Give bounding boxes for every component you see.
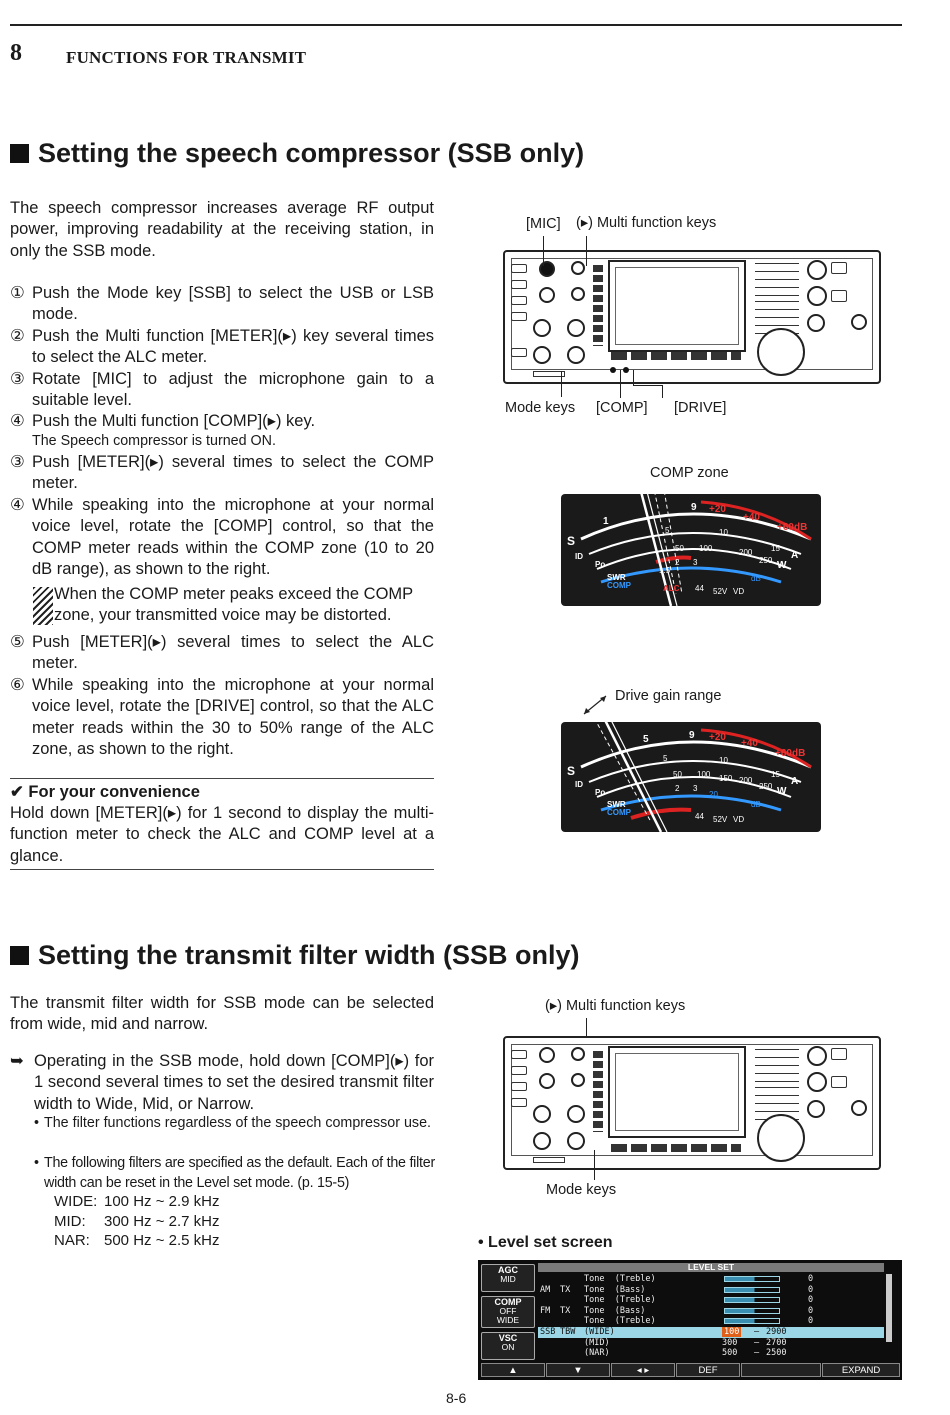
row-group: SSB (540, 1327, 556, 1337)
drive-range-arrow-icon (580, 690, 620, 720)
knob (851, 1100, 867, 1116)
scale-p60: +60dB (777, 522, 808, 533)
scale-swr: SWR (607, 800, 626, 809)
caution-note: When the COMP meter peaks exceed the COMP zone, your transmitted voice may be distorted. (54, 585, 413, 625)
leader-line (543, 236, 544, 266)
step-4: ④ Push the Multi function [COMP](▸) key. (10, 412, 316, 430)
step-4-note: The Speech compressor is turned ON. (32, 433, 276, 449)
scale-p100: 100 (697, 770, 711, 779)
row-dash: – (754, 1348, 760, 1359)
scale-w2: 2 (675, 558, 680, 567)
scale-s: S (567, 534, 576, 548)
row-name: Tone (Treble) (584, 1295, 656, 1306)
scale-s9: 9 (691, 502, 697, 513)
key (511, 1098, 527, 1107)
def-button[interactable]: DEF (676, 1363, 740, 1377)
step-6: ④ While speaking into the microphone at your normal voice level, rotate the [COMP] control, so that the COMP meter reads within the COMP zone (10 to 20 dB range), as shown to the right. (10, 496, 434, 578)
knob (807, 1046, 827, 1066)
level-set-caption: • Level set screen (478, 1234, 613, 1251)
level-bar (724, 1297, 780, 1303)
scrollbar[interactable] (886, 1274, 892, 1342)
scale-v44: 44 (695, 584, 704, 593)
label-mode-keys: Mode keys (505, 400, 576, 416)
radio-front-panel-2 (503, 1036, 881, 1170)
row-high: 2900 (766, 1327, 787, 1337)
scale-w: W (777, 560, 787, 571)
leader-line (620, 370, 621, 398)
convenience-rule-bottom (10, 869, 434, 870)
row-name: Tone (Treble) (584, 1316, 656, 1327)
comp-button[interactable]: COMP OFF WIDE (481, 1296, 535, 1328)
knob (567, 319, 585, 337)
expand-button[interactable]: EXPAND (822, 1363, 900, 1377)
key (511, 312, 527, 321)
scale-id: ID (575, 552, 583, 561)
comp-meter (561, 494, 821, 606)
alc-meter (561, 722, 821, 832)
knob (539, 287, 555, 303)
scale-db: dB (751, 574, 761, 583)
step-8: ⑥ While speaking into the microphone at your normal voice level, rotate the [DRIVE] control, so that the ALC meter reads within the 30 to 50% range of the ALC zone, as shown to the right. (10, 676, 434, 758)
scale-po: Po (595, 788, 606, 797)
row-low: 500 (722, 1348, 738, 1359)
scale-i15: 15 (771, 770, 780, 779)
knob (807, 314, 825, 332)
scale-c20: 20 (709, 790, 718, 799)
filter-defaults (54, 1192, 219, 1251)
scale-p250: 250 (759, 556, 773, 565)
bullet-dot: • (34, 1115, 40, 1131)
level-set-row[interactable] (538, 1348, 884, 1359)
mic-knob (539, 261, 555, 277)
knob (533, 1132, 551, 1150)
key (831, 262, 847, 274)
leader-line (586, 236, 587, 266)
convenience-rule-top (10, 778, 434, 779)
scale-a: A (791, 550, 799, 561)
drive-knob (623, 367, 629, 373)
convenience-title: ✔ For your convenience (10, 783, 200, 801)
scale-v44: 44 (695, 812, 704, 821)
row-value: 0 (808, 1274, 814, 1284)
scale-vd: VD (733, 587, 745, 596)
knob (807, 1100, 825, 1118)
multi-function-keys (593, 262, 603, 346)
slot (533, 1157, 565, 1163)
knob (539, 1047, 555, 1063)
leader-line (633, 385, 663, 386)
level-bar (724, 1276, 780, 1282)
level-set-row[interactable] (538, 1285, 884, 1296)
leader-line (662, 385, 663, 398)
key (511, 348, 527, 357)
level-bar (724, 1287, 780, 1293)
level-set-row[interactable] (538, 1295, 884, 1306)
key (511, 280, 527, 289)
keypad (755, 260, 799, 296)
row-group: AM (540, 1284, 551, 1295)
scale-w15: 1.5 (659, 566, 671, 575)
row-low: 100 (724, 1327, 740, 1337)
default-nar: NAR: 500 Hz ~ 2.5 kHz (54, 1232, 220, 1250)
radio-front-panel (503, 250, 881, 384)
scale-p50: 50 (675, 544, 684, 553)
scale-p20: +20 (709, 732, 726, 743)
knob (533, 319, 551, 337)
intro-compressor: The speech compressor increases average RF output power, improving readability at the receiving station, in only the SSB mode. (10, 199, 434, 260)
scale-v52: 52V (713, 815, 728, 824)
lcd-screen (608, 260, 746, 352)
knob (567, 346, 585, 364)
scale-w3: 3 (693, 558, 698, 567)
comp-zone-caption: COMP zone (650, 465, 729, 481)
lcd-screen (608, 1046, 746, 1138)
step-5: ③ Push [METER](▸) several times to select the COMP meter. (10, 453, 434, 493)
knob (567, 1132, 585, 1150)
down-button[interactable]: ▼ (546, 1363, 610, 1377)
knob (539, 1073, 555, 1089)
drive-gain-caption: Drive gain range (615, 688, 722, 704)
row-dash: – (754, 1337, 760, 1348)
knob (567, 1105, 585, 1123)
step-3: ③ Rotate [MIC] to adjust the microphone gain to a suitable level. (10, 370, 434, 410)
level-set-row[interactable] (538, 1274, 884, 1285)
knob (571, 261, 585, 275)
agc-button[interactable]: AGC MID (481, 1264, 535, 1292)
level-set-row[interactable] (538, 1338, 884, 1349)
knob (571, 287, 585, 301)
scale-swr: SWR (607, 573, 626, 582)
filter-bullet-2: The following filters are specified as the default. Each of the filter width can be reset in the Level set mode. (p. 15-5) (44, 1155, 435, 1191)
scale-p100: 100 (699, 544, 713, 553)
level-set-title: LEVEL SET (538, 1263, 884, 1272)
knob (571, 1047, 585, 1061)
scale-alc: ALC (663, 584, 680, 593)
key (511, 296, 527, 305)
chapter-number: 8 (10, 40, 22, 66)
scale-i5: 5 (665, 526, 670, 535)
row-low: 300 (722, 1337, 738, 1348)
knob (807, 260, 827, 280)
step-2: ② Push the Multi function [METER](▸) key several times to select the ALC meter. (10, 327, 434, 367)
main-dial (757, 1114, 805, 1162)
row-name: (MID) (584, 1337, 610, 1348)
scale-i10: 10 (719, 756, 728, 765)
arrow-icon: ➥ (10, 1052, 24, 1070)
key (831, 290, 847, 302)
row-name: Tone (Bass) (584, 1284, 646, 1295)
step-7: ⑤ Push [METER](▸) several times to select the ALC meter. (10, 633, 434, 673)
row-dash: – (754, 1327, 760, 1337)
scale-i5: 5 (663, 754, 668, 763)
filter-step: Operating in the SSB mode, hold down [COMP](▸) for 1 second several times to set the desired transmit filter width to Wide, Mid, or Narrow. (34, 1052, 434, 1113)
scale-vd: VD (733, 815, 745, 824)
key (511, 1066, 527, 1075)
scale-s1: 1 (603, 516, 609, 527)
label-mic: [MIC] (526, 216, 561, 232)
knob (851, 314, 867, 330)
bullet-dot: • (34, 1155, 40, 1171)
level-bar (724, 1318, 780, 1324)
row-sub: TBW (560, 1327, 576, 1337)
key (511, 1082, 527, 1091)
section-title-filter: Setting the transmit filter width (SSB only) (10, 940, 580, 971)
step-1: ① Push the Mode key [SSB] to select the USB or LSB mode. (10, 284, 434, 324)
intro-filter: The transmit filter width for SSB mode can be selected from wide, mid and narrow. (10, 994, 434, 1034)
square-bullet-icon (10, 946, 29, 965)
multi-function-keys (593, 1048, 603, 1132)
key (831, 1076, 847, 1088)
row-name: (NAR) (584, 1348, 610, 1359)
key (511, 1050, 527, 1059)
mode-keys (611, 1144, 741, 1152)
scale-s: S (567, 764, 576, 778)
row-high: 2500 (766, 1348, 787, 1359)
scale-p50: 50 (673, 770, 682, 779)
chapter-title: FUNCTIONS FOR TRANSMIT (66, 48, 307, 67)
scale-i10: 10 (719, 528, 728, 537)
scale-s5: 5 (643, 734, 649, 745)
row-high: 2700 (766, 1337, 787, 1348)
default-mid: MID: 300 Hz ~ 2.7 kHz (54, 1212, 220, 1230)
knob (807, 286, 827, 306)
scale-i15: 15 (771, 544, 780, 553)
scale-comp: COMP (607, 581, 631, 590)
scale-w: W (777, 786, 787, 797)
scale-id: ID (575, 780, 583, 789)
header-rule (10, 24, 902, 26)
scale-p60: +60dB (775, 748, 806, 759)
level-set-row[interactable] (538, 1316, 884, 1327)
scale-db: dB (751, 800, 761, 809)
up-button[interactable]: ▲ (481, 1363, 545, 1377)
caution-hatch-icon (33, 587, 53, 625)
scale-s9: 9 (689, 730, 695, 741)
knob (533, 346, 551, 364)
level-set-row[interactable] (538, 1327, 884, 1338)
scale-p20: +20 (709, 504, 726, 515)
default-wide: WIDE: 100 Hz ~ 2.9 kHz (54, 1193, 220, 1210)
vsc-button[interactable]: VSC ON (481, 1332, 535, 1360)
scale-v52: 52V (713, 587, 728, 596)
scale-p40: +40 (741, 738, 758, 749)
scale-w2: 2 (675, 784, 680, 793)
level-bar (724, 1308, 780, 1314)
blank-button[interactable] (741, 1363, 821, 1377)
leader-line (633, 370, 634, 386)
key (511, 264, 527, 273)
scale-a: A (791, 776, 799, 787)
scale-p250: 250 (759, 782, 773, 791)
square-bullet-icon (10, 144, 29, 163)
label-comp: [COMP] (596, 400, 648, 416)
main-dial (757, 328, 805, 376)
row-sub: TX (560, 1284, 571, 1295)
keypad (755, 1046, 799, 1082)
row-value: 0 (808, 1295, 814, 1306)
scale-p150: 150 (719, 774, 733, 783)
row-value: 0 (808, 1284, 814, 1295)
page-number: 8-6 (446, 1390, 467, 1406)
row-value: 0 (808, 1305, 814, 1316)
leader-line (561, 371, 562, 397)
comp-knob (610, 367, 616, 373)
knob (571, 1073, 585, 1087)
row-name: (WIDE) (584, 1327, 615, 1337)
scale-p200: 200 (739, 548, 753, 557)
convenience-text: Hold down [METER](▸) for 1 second to display the multi-function meter to check the ALC and COMP level at a glance. (10, 804, 434, 865)
label-mode-keys-2: Mode keys (546, 1182, 617, 1198)
row-group: FM (540, 1305, 551, 1316)
scale-comp: COMP (607, 808, 631, 817)
knob (807, 1072, 827, 1092)
label-multi-function-keys-2: (▸) Multi function keys (545, 998, 686, 1014)
row-name: Tone (Bass) (584, 1305, 646, 1316)
scale-p40: +40 (743, 512, 760, 523)
level-set-row[interactable] (538, 1306, 884, 1317)
level-set-screen (478, 1260, 902, 1380)
label-multi-function-keys: (▸) Multi function keys (576, 215, 717, 231)
scale-w3: 3 (693, 784, 698, 793)
section-title-compressor: Setting the speech compressor (SSB only) (10, 138, 584, 169)
key (831, 1048, 847, 1060)
row-sub: TX (560, 1305, 571, 1316)
left-right-button[interactable]: ◂ ▸ (611, 1363, 675, 1377)
row-name: Tone (Treble) (584, 1274, 656, 1284)
filter-bullet-1: The filter functions regardless of the speech compressor use. (44, 1115, 432, 1131)
knob (533, 1105, 551, 1123)
row-value: 0 (808, 1316, 814, 1327)
screen-keys (611, 352, 741, 360)
leader-line (594, 1150, 595, 1180)
scale-p200: 200 (739, 776, 753, 785)
label-drive: [DRIVE] (674, 400, 727, 416)
scale-po: Po (595, 560, 606, 569)
